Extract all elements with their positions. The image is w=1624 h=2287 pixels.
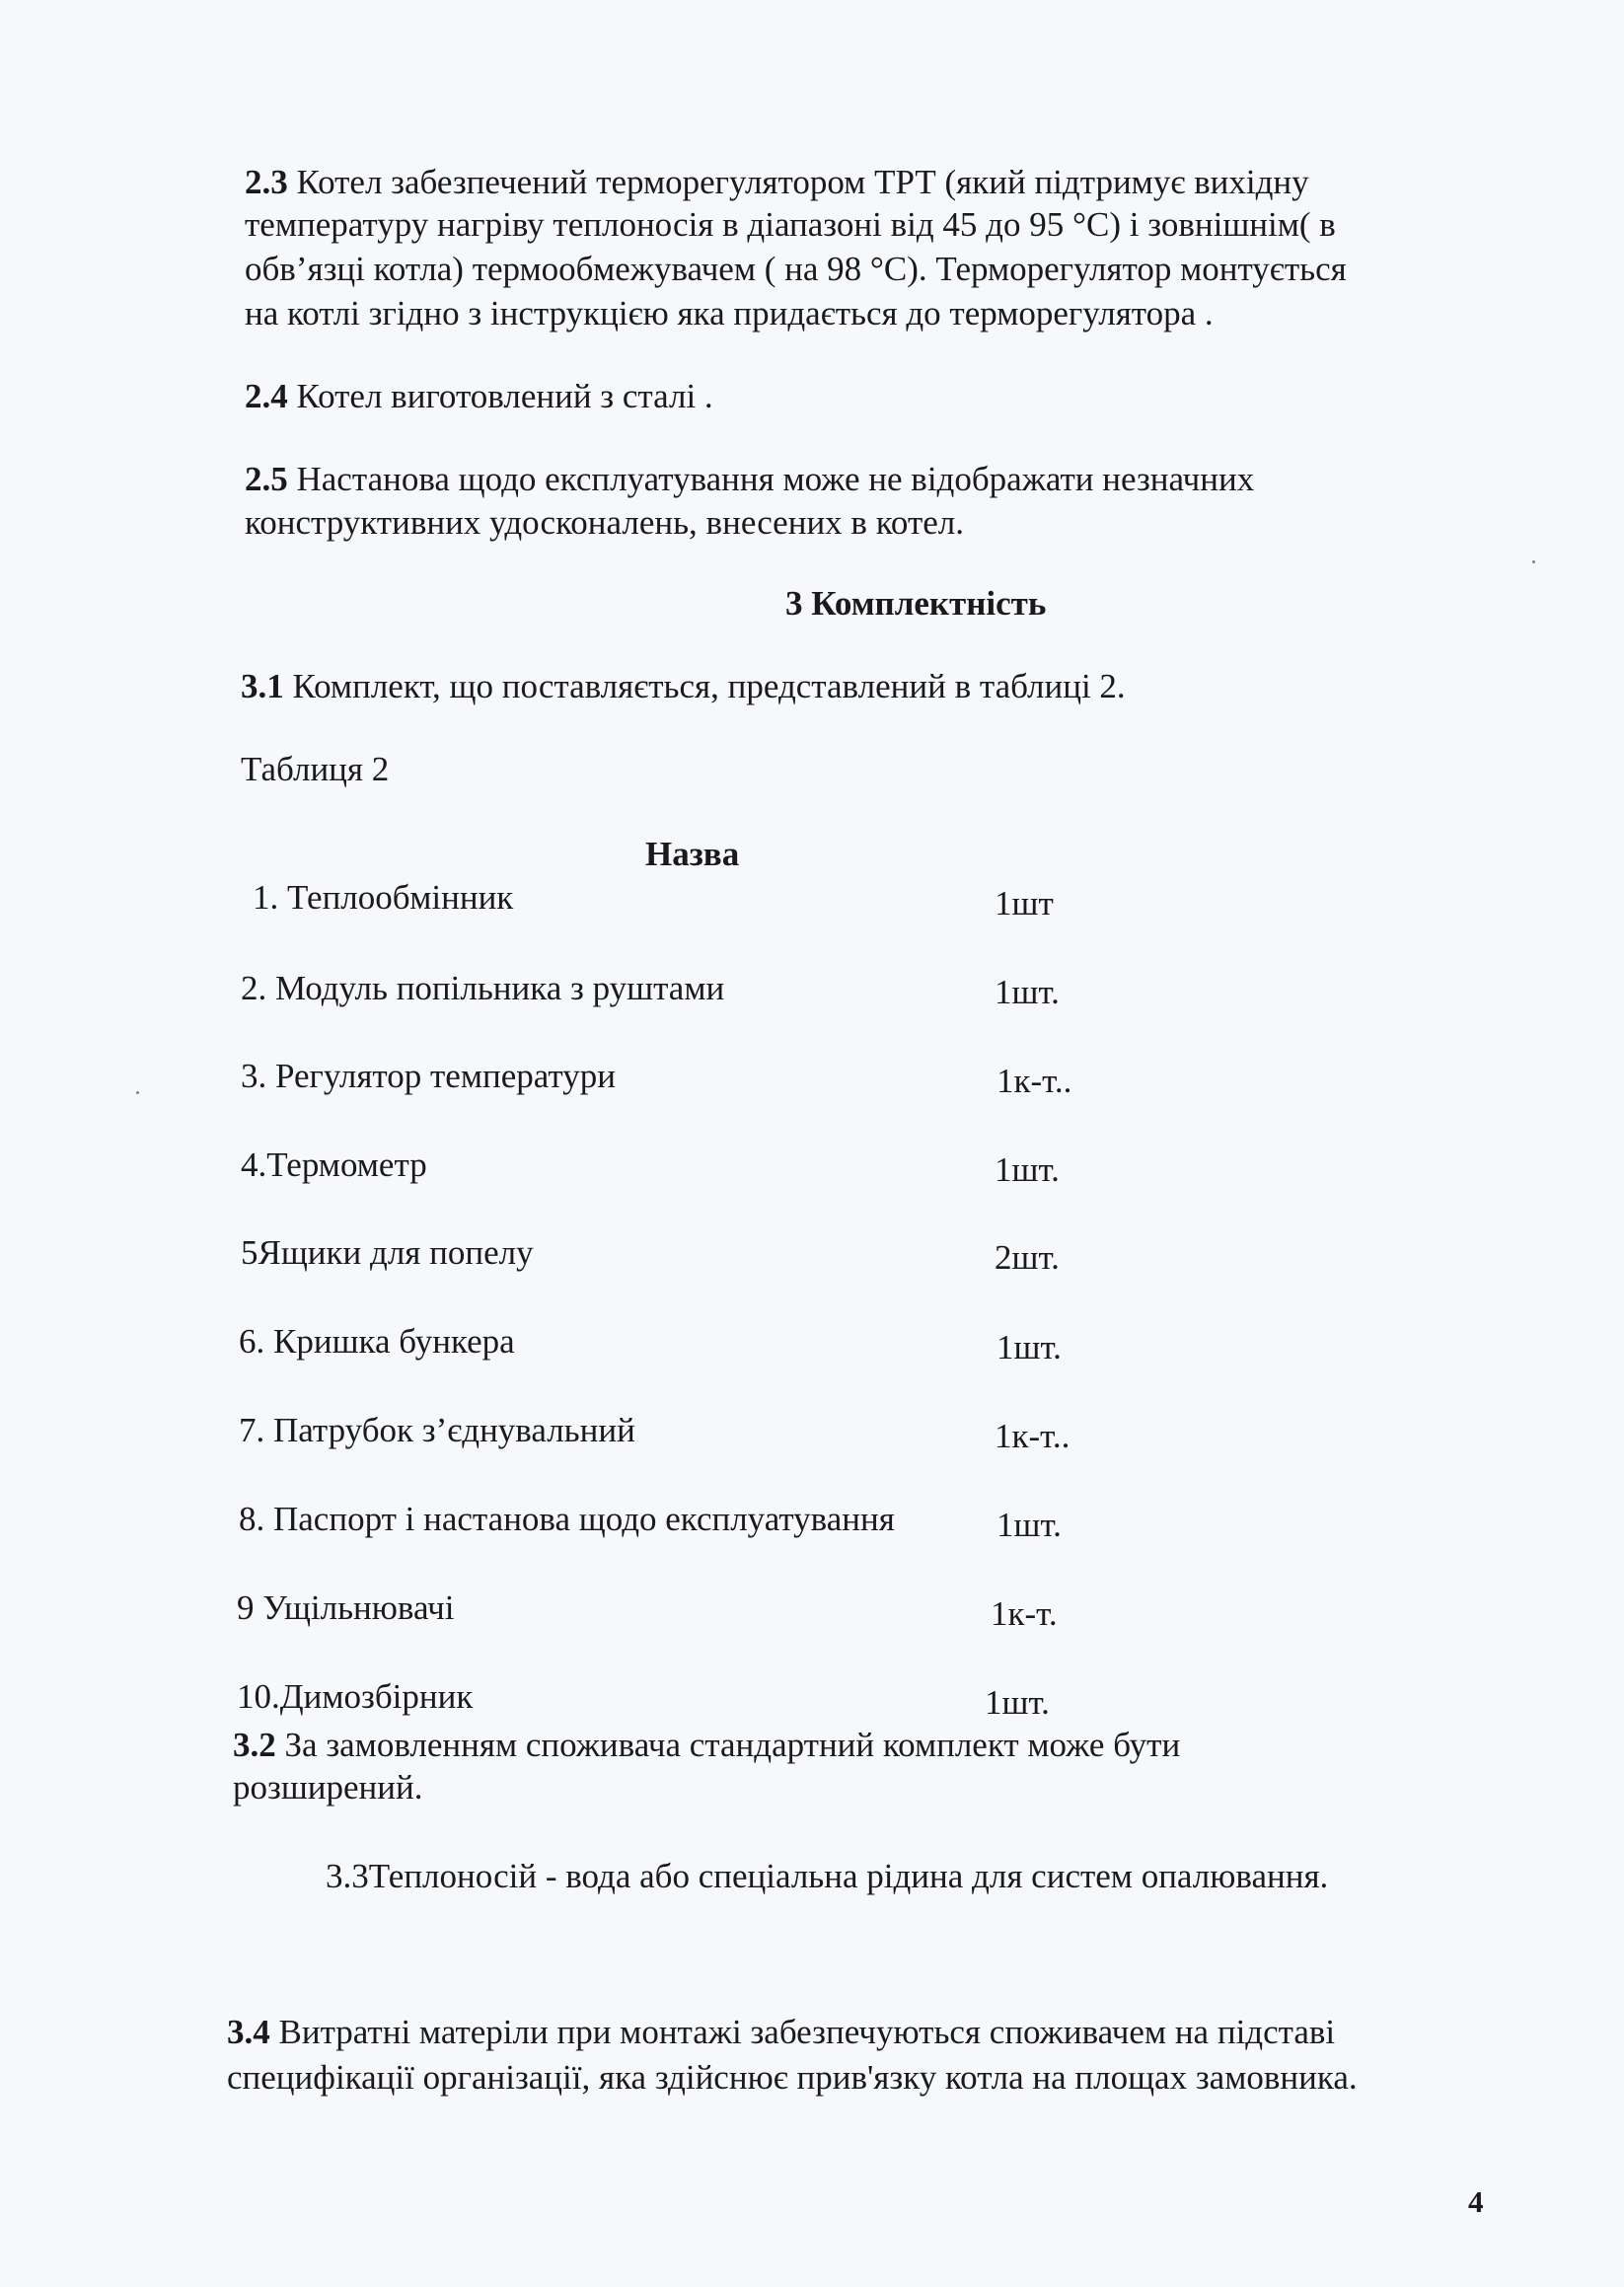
section-heading: 3 Комплектність [785,584,1047,623]
paragraph-3-1: 3.1 Комплект, що поставляється, представлений в таблиці 2. [241,667,1126,705]
paragraph-2-3-line-2: температуру нагріву теплоносія в діапазоні від 45 до 95 °С) і зовнішнім( в [245,205,1336,244]
table-row-name: 7. Патрубок з’єднувальний [239,1411,635,1449]
paragraph-3-3: 3.3Теплоносій - вода або спеціальна рідина для систем опалювання. [326,1857,1329,1895]
table-row-name: 2. Модуль попільника з руштами [241,969,725,1007]
paragraph-2-3-line-4: на котлі згідно з інструкцією яка придається до терморегулятора . [245,294,1214,332]
paragraph-2-4: 2.4 Котел виготовлений з сталі . [245,377,713,415]
table-row-qty: 1к-т. [991,1594,1058,1633]
table-row-name: 4.Термометр [241,1145,427,1184]
table-row-qty: 1к-т.. [995,1417,1070,1455]
table-header: Назва [645,835,740,873]
table-row-qty: 1шт. [997,1506,1062,1544]
paragraph-2-3-line-3: обв’язці котла) термообмежувачем ( на 98 °С). Терморегулятор монтується [245,250,1347,288]
table-row-name: 1. Теплообмінник [253,878,514,917]
table-caption: Таблиця 2 [241,750,390,788]
table-row-name: 9 Ущільнювачі [237,1588,455,1627]
paragraph-3-4-line-1: 3.4 Витратні матеріли при монтажі забезпечуються споживачем на підставі [227,2013,1336,2051]
table-row-qty: 1шт [995,884,1054,922]
table-row-name: 3. Регулятор температури [241,1057,616,1095]
scan-speck [136,1091,139,1094]
table-row-qty: 1шт. [985,1683,1050,1722]
clause-number: 2.4 [245,377,288,415]
paragraph-3-2-line-2: розширений. [233,1768,423,1807]
page-number: 4 [1468,2184,1484,2219]
paragraph-2-5-line-1: 2.5 Настанова щодо експлуатування може не відображати незначних [245,460,1255,498]
clause-number: 2.5 [245,460,288,498]
scan-speck [1532,560,1535,563]
paragraph-2-5-line-2: конструктивних удосконалень, внесених в котел. [245,503,965,542]
paragraph-3-4-line-2: специфікації організації, яка здійснює прив'язку котла на площах замовника. [227,2058,1358,2097]
table-row-name: 6. Кришка бункера [239,1322,515,1361]
table-row-qty: 1шт. [995,973,1060,1011]
table-row-name: 5Ящики для попелу [241,1233,534,1272]
table-row-qty: 2шт. [995,1238,1060,1277]
clause-number: 2.3 [245,163,288,201]
table-row-qty: 1шт. [997,1328,1062,1366]
clause-number: 3.2 [233,1726,276,1764]
clause-number: 3.1 [241,667,284,705]
table-row-name: 10.Димозбірник [237,1677,474,1716]
clause-number: 3.4 [227,2013,270,2051]
table-row-qty: 1шт. [995,1150,1060,1189]
paragraph-2-3-line-1: 2.3 Котел забезпечений терморегулятором ТРТ (який підтримує вихідну [245,163,1309,201]
table-row-qty: 1к-т.. [997,1062,1072,1100]
paragraph-3-2-line-1: 3.2 За замовленням споживача стандартний комплект може бути [233,1726,1181,1764]
table-row-name: 8. Паспорт і настанова щодо експлуатування [239,1500,895,1538]
